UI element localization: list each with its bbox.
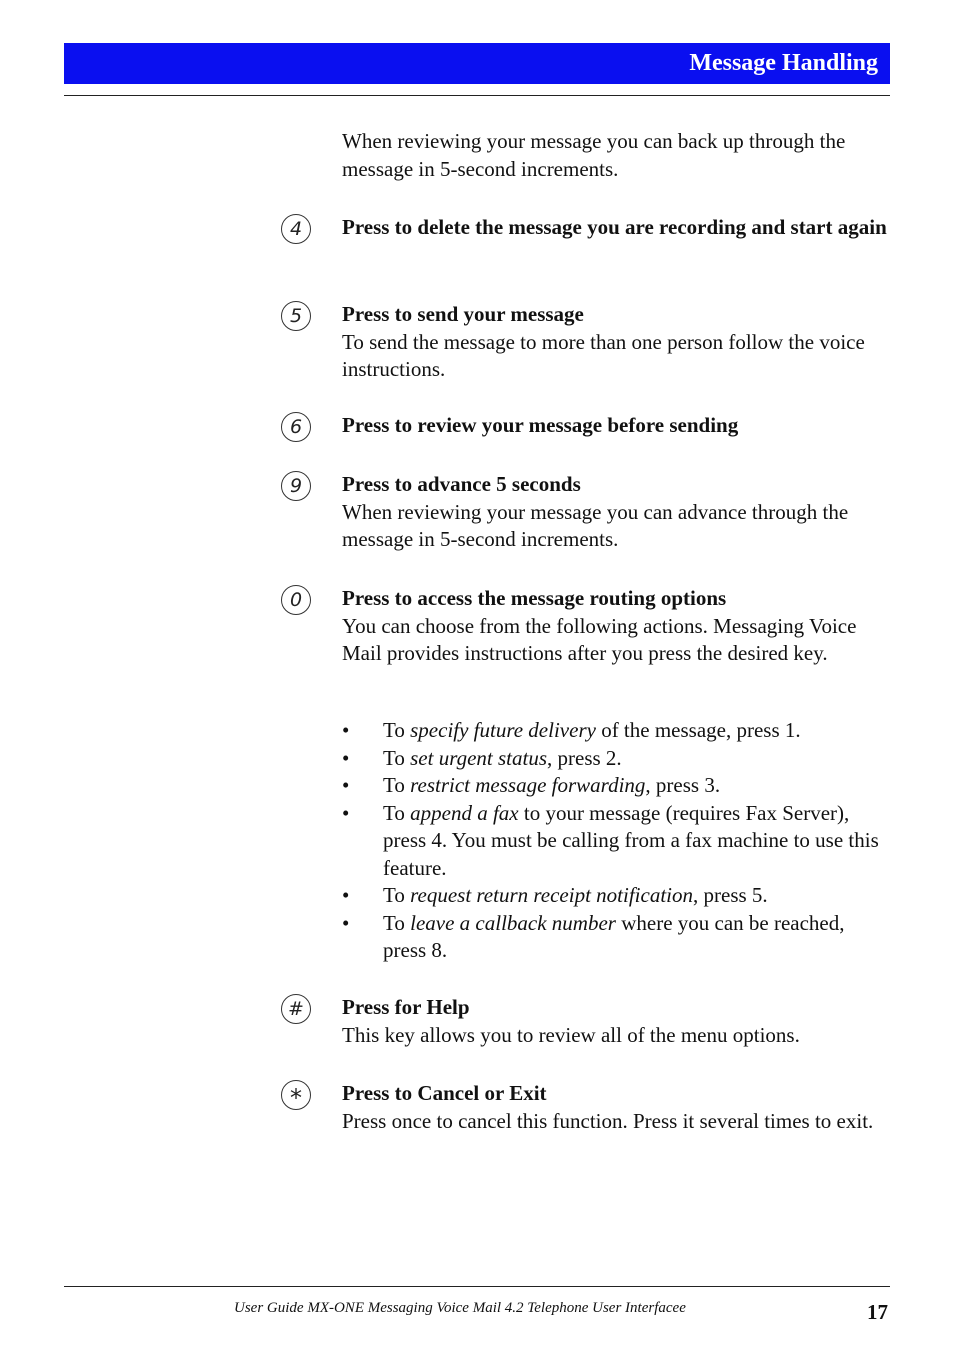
key-6-icon: 6 <box>281 412 311 442</box>
section-header-bar <box>64 43 890 84</box>
list-item: • To append a fax to your message (requires Fax Server), press 4. You must be calling from a fax machine to use this feature. <box>342 800 890 883</box>
list-item: • To set urgent status, press 2. <box>342 745 890 773</box>
key-6-section <box>342 412 890 440</box>
section-title: Message Handling <box>689 50 878 76</box>
key-hash-title: Press for Help <box>342 995 470 1019</box>
list-item: • To request return receipt notification, press 5. <box>342 882 890 910</box>
key-5-icon: 5 <box>281 301 311 331</box>
footer-divider <box>64 1286 890 1287</box>
key-5-section <box>342 301 890 384</box>
key-4-title: Press to delete the message you are recording and start again <box>342 215 887 239</box>
list-item: • To leave a callback number where you can be reached, press 8. <box>342 910 890 965</box>
list-item: • To restrict message forwarding, press 3. <box>342 772 890 800</box>
key-9-title: Press to advance 5 seconds <box>342 472 581 496</box>
key-4-section <box>342 214 890 242</box>
key-9-section <box>342 471 890 554</box>
key-hash-description: This key allows you to review all of the menu options. <box>342 1022 800 1047</box>
key-star-description: Press once to cancel this function. Press it several times to exit. <box>342 1108 874 1133</box>
key-0-description: You can choose from the following actions. Messaging Voice Mail provides instructions after you press the desired key. <box>342 613 857 665</box>
intro-paragraph: When reviewing your message you can back up through the message in 5-second increments. <box>342 129 846 181</box>
key-star-section <box>342 1080 890 1135</box>
routing-options-list <box>342 717 890 965</box>
key-6-title: Press to review your message before sending <box>342 413 739 437</box>
key-0-icon: 0 <box>281 585 311 615</box>
page-number: 17 <box>867 1300 888 1324</box>
key-5-title: Press to send your message <box>342 302 584 326</box>
header-divider <box>64 95 890 96</box>
key-hash-section <box>342 994 890 1049</box>
key-5-description: To send the message to more than one person follow the voice instructions. <box>342 329 865 381</box>
list-item: • To specify future delivery of the message, press 1. <box>342 717 890 745</box>
key-0-title: Press to access the message routing options <box>342 586 727 610</box>
key-hash-icon: # <box>281 994 311 1024</box>
key-4-icon: 4 <box>281 214 311 244</box>
footer-document-title: User Guide MX-ONE Messaging Voice Mail 4.2 Telephone User Interfacee <box>234 1300 686 1316</box>
key-9-description: When reviewing your message you can advance through the message in 5-second increments. <box>342 499 849 551</box>
key-9-icon: 9 <box>281 471 311 501</box>
key-star-title: Press to Cancel or Exit <box>342 1081 547 1105</box>
key-star-icon: * <box>281 1080 311 1110</box>
key-0-section <box>342 585 890 668</box>
